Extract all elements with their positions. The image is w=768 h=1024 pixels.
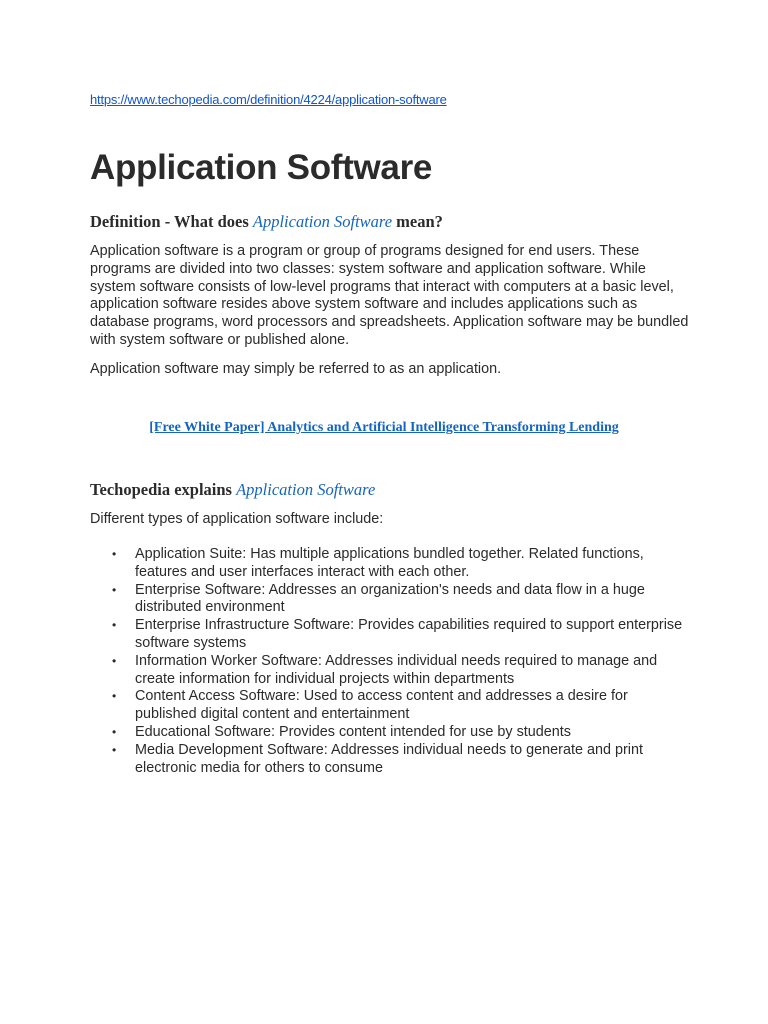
white-paper-link[interactable]: [Free White Paper] Analytics and Artificial Intelligence Transforming Lending — [149, 420, 619, 435]
explains-heading-term: Application Software — [236, 480, 376, 499]
bullet-icon: • — [112, 689, 117, 704]
definition-paragraph-2: Application software may simply be referred to as an application. — [90, 361, 502, 377]
definition-paragraph-1: Application software is a program or group of programs designed for end users. These programs are divided into two classes: system software and application software. While system software consists of low-level programs that interact with computers at a basic level, application software resides above system software and includes applications such as database programs, word processors and spreadsheets. Application software may be bundled with system software or published alone. — [90, 243, 689, 348]
software-types-list — [90, 546, 690, 777]
list-item-text: Enterprise Software: Addresses an organization's needs and data flow in a huge distributed environment — [135, 581, 645, 616]
bullet-icon: • — [112, 618, 117, 633]
bullet-icon: • — [112, 582, 117, 597]
list-item — [90, 617, 690, 653]
bullet-icon: • — [112, 724, 117, 739]
list-item-text: Educational Software: Provides content intended for use by students — [135, 723, 571, 740]
page-title: Application Software — [90, 148, 433, 187]
definition-heading — [90, 212, 443, 232]
source-url-link[interactable]: https://www.techopedia.com/definition/4224/application-software — [90, 92, 447, 107]
list-item — [90, 688, 690, 724]
list-item-text: Content Access Software: Used to access content and addresses a desire for published digital content and entertainment — [135, 688, 628, 723]
list-item — [90, 546, 690, 582]
explains-heading — [90, 480, 375, 500]
list-item — [90, 582, 690, 618]
definition-heading-prefix: Definition - What does — [90, 212, 253, 231]
list-item-text: Media Development Software: Addresses individual needs to generate and print electronic media for others to consume — [135, 741, 643, 776]
list-item-text: Enterprise Infrastructure Software: Provides capabilities required to support enterprise software systems — [135, 617, 683, 651]
definition-heading-term: Application Software — [252, 212, 393, 231]
list-item — [90, 724, 690, 742]
explains-heading-prefix: Techopedia explains — [90, 480, 237, 499]
explains-intro: Different types of application software include: — [90, 511, 384, 527]
definition-heading-suffix: mean? — [392, 212, 443, 231]
list-item-text: Information Worker Software: Addresses individual needs required to manage and create information for individual projects within departments — [135, 652, 658, 687]
bullet-icon: • — [112, 742, 117, 757]
list-item-text: Application Suite: Has multiple applications bundled together. Related functions, features and user interfaces interact with each other. — [135, 546, 644, 580]
list-item — [90, 742, 690, 778]
bullet-icon: • — [112, 547, 117, 561]
list-item — [90, 653, 690, 689]
bullet-icon: • — [112, 653, 117, 668]
